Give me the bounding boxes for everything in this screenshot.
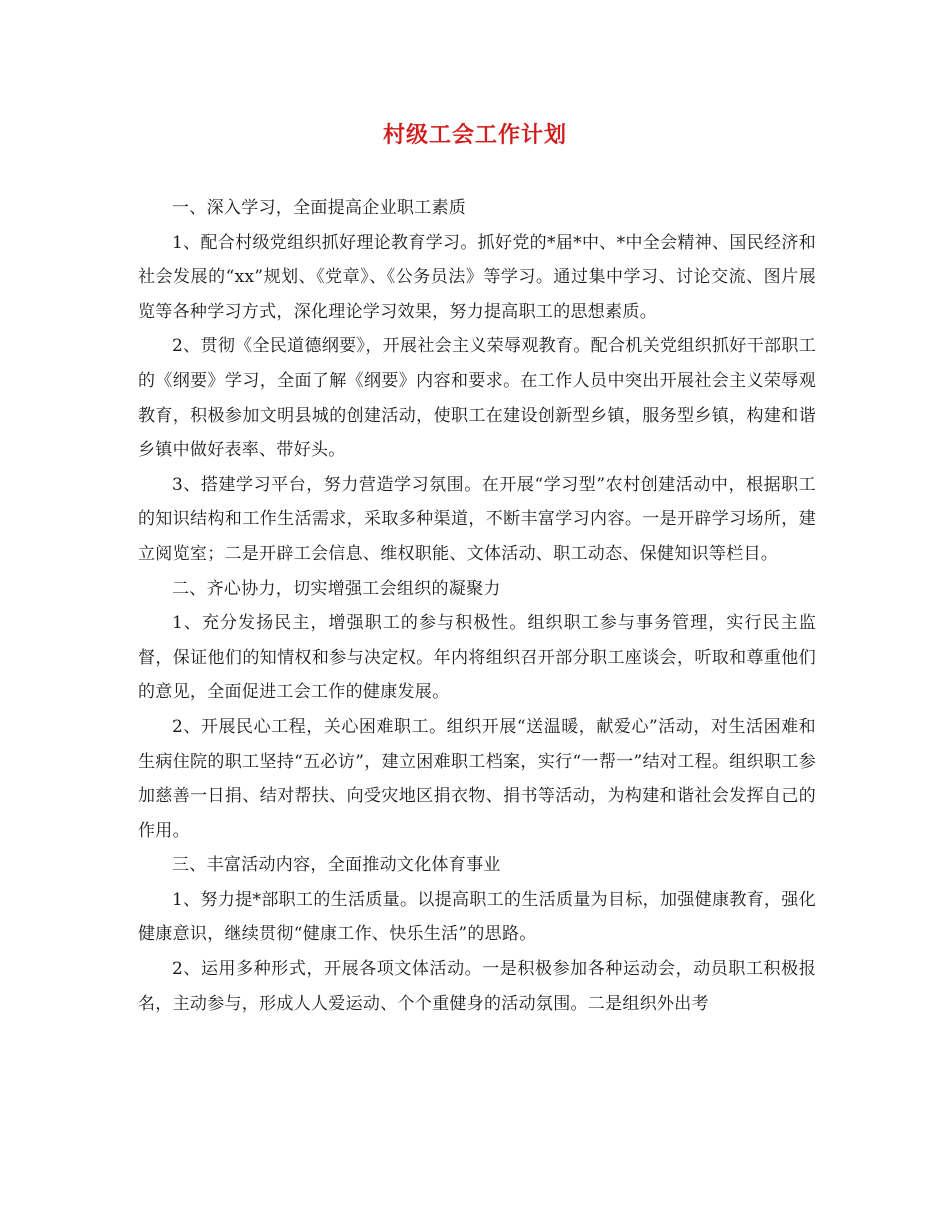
paragraph-1-2: 2、贯彻《全民道德纲要》，开展社会主义荣辱观教育。配合机关党组织抓好干部职工的《纲要》学习，全面了解《纲要》内容和要求。在工作人员中突出开展社会主义荣辱观教育，积极参加文明县城的创建活动，使职工在建设创新型乡镇，服务型乡镇，构建和谐乡镇中做好表率、带好头。 <box>138 336 816 461</box>
section-heading-3: 三、丰富活动内容，全面推动文化体育事业 <box>172 855 501 876</box>
paragraph-2-2: 2、开展民心工程，关心困难职工。组织开展“送温暖，献爱心”活动，对生活困难和生病住院的职工坚持“五必访”，建立困难职工档案，实行“一帮一”结对工程。组织职工参加慈善一日捐、结对帮扶、向受灾地区捐衣物、捐书等活动，为构建和谐社会发挥自己的作用。 <box>138 716 816 841</box>
section-heading-1: 一、深入学习，全面提高企业职工素质 <box>172 198 467 218</box>
document-title: 村级工会工作计划 <box>382 123 567 148</box>
paragraph-1-1: 1、配合村级党组织抓好理论教育学习。抓好党的*届*中、*中全会精神、国民经济和社会发展的“xx”规划、《党章》、《公务员法》等学习。通过集中学习、讨论交流、图片展览等各种学习方式，深化理论学习效果，努力提高职工的思想素质。 <box>138 232 816 322</box>
paragraph-2-1: 1、充分发扬民主，增强职工的参与积极性。组织职工参与事务管理，实行民主监督，保证他们的知情权和参与决定权。年内将组织召开部分职工座谈会，听取和尊重他们的意见，全面促进工会工作的健康发展。 <box>138 613 816 703</box>
paragraph-3-1: 1、努力提*部职工的生活质量。以提高职工的生活质量为目标，加强健康教育，强化健康意识，继续贯彻“健康工作、快乐生活”的思路。 <box>138 889 816 945</box>
paragraph-1-3: 3、搭建学习平台，努力营造学习氛围。在开展“学习型”农村创建活动中，根据职工的知识结构和工作生活需求，采取多种渠道，不断丰富学习内容。一是开辟学习场所，建立阅览室；二是开辟工会信息、维权职能、文体活动、职工动态、保健知识等栏目。 <box>138 474 816 564</box>
document-body <box>138 191 816 1021</box>
section-heading-2: 二、齐心协力，切实增强工会组织的凝聚力 <box>172 578 501 599</box>
paragraph-3-2: 2、运用多种形式，开展各项文体活动。一是积极参加各种运动会，动员职工积极报名，主动参与，形成人人爱运动、个个重健身的活动氛围。二是组织外出考 <box>138 959 816 1014</box>
